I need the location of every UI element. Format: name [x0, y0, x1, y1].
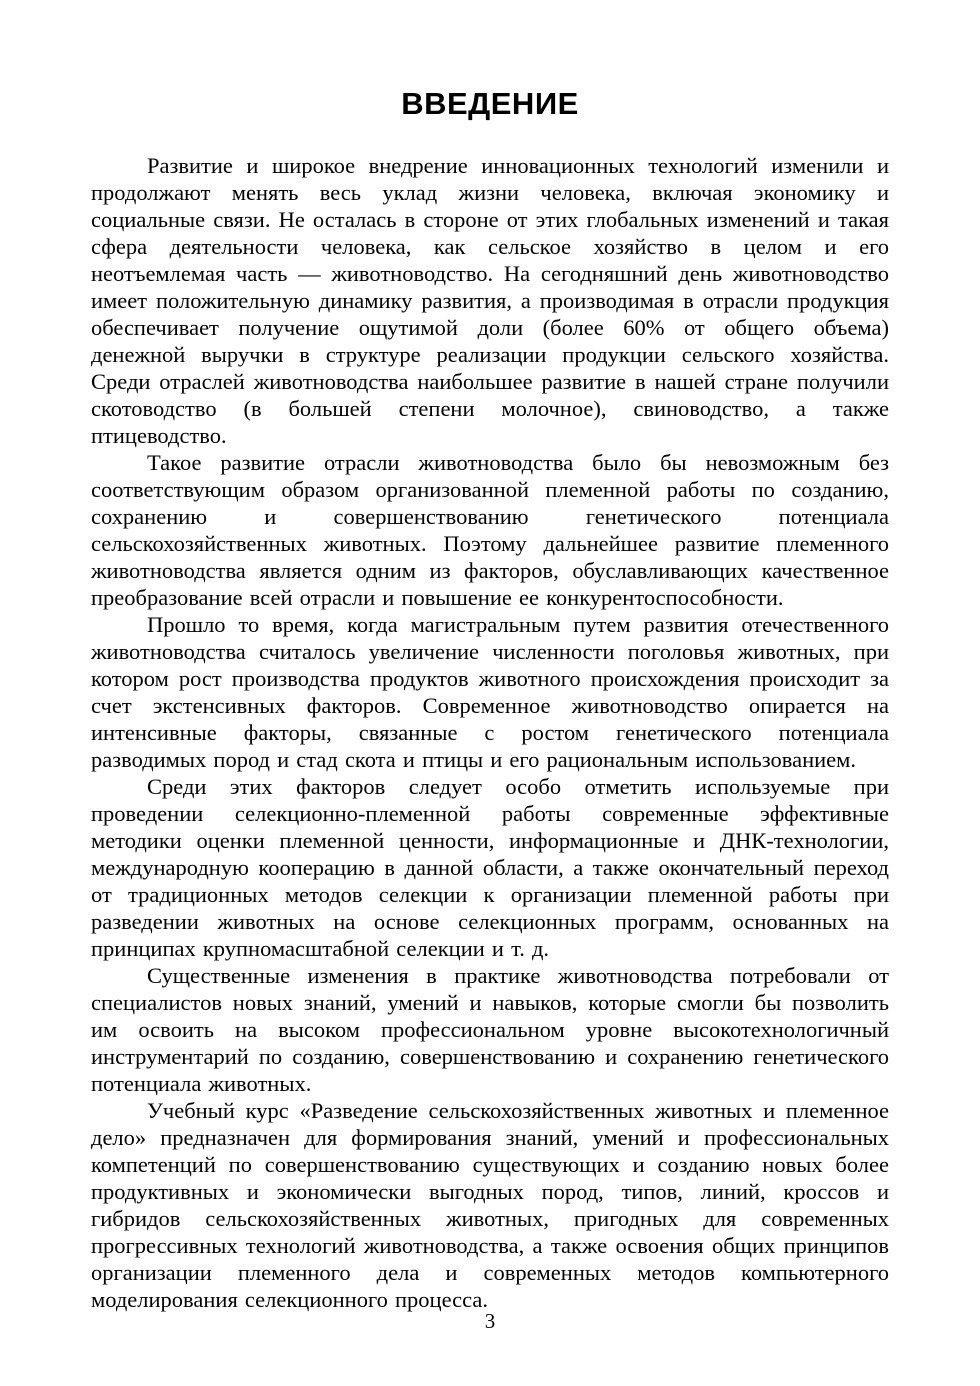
paragraph-4: Среди этих факторов следует особо отметить используемые при проведении селекционно-племенной работы современные эффективные методики оценки племенной ценности, информационные и ДНК-технологии, международную кооперацию в данной области, а также окончательный переход от традиционных методов селекции к организации племенной работы при разведении животных на основе селекционных программ, основанных на принципах крупномасштабной селекции и т. д.: [91, 774, 889, 961]
paragraph-1: Развитие и широкое внедрение инновационных технологий изменили и продолжают менять весь уклад жизни человека, включая экономику и социальные связи. Не осталась в стороне от этих глобальных изменений и такая сфера деятельности человека, как сельское хозяйство в целом и его неотъемлемая часть — животноводство. На сегодняшний день животноводство имеет положительную динамику развития, а производимая в отрасли продукция обеспечивает получение ощутимой доли (более 60% от общего объема) денежной выручки в структуре реализации продукции сельского хозяйства. Среди отраслей животноводства наибольшее развитие в нашей стране получили скотоводство (в большей степени молочное), свиноводство, а также птицеводство.: [91, 153, 889, 448]
page-title: ВВЕДЕНИЕ: [401, 86, 579, 121]
body-text: [91, 152, 889, 1313]
page-number: 3: [484, 1309, 496, 1333]
paragraph-6: Учебный курс «Разведение сельскохозяйственных животных и племенное дело» предназначен для формирования знаний, умений и профессиональных компетенций по совершенствованию существующих и созданию новых более продуктивных и экономически выгодных пород, типов, линий, кроссов и гибридов сельскохозяйственных животных, пригодных для современных прогрессивных технологий животноводства, а также освоения общих принципов организации племенного дела и современных методов компьютерного моделирования селекционного процесса.: [91, 1098, 889, 1312]
paragraph-2: Такое развитие отрасли животноводства было бы невозможным без соответствующим образом организованной племенной работы по созданию, сохранению и совершенствованию генетического потенциала сельскохозяйственных животных. Поэтому дальнейшее развитие племенного животноводства является одним из факторов, обуславливающих качественное преобразование всей отрасли и повышение ее конкурентоспособности.: [91, 450, 889, 610]
paragraph-5: Существенные изменения в практике животноводства потребовали от специалистов новых знаний, умений и навыков, которые смогли бы позволить им освоить на высоком профессиональном уровне высокотехнологичный инструментарий по созданию, совершенствованию и сохранению генетического потенциала животных.: [91, 963, 889, 1096]
paragraph-3: Прошло то время, когда магистральным путем развития отечественного животноводства считалось увеличение численности поголовья животных, при котором рост производства продуктов животного происхождения происходит за счет экстенсивных факторов. Современное животноводство опирается на интенсивные факторы, связанные с ростом генетического потенциала разводимых пород и стад скота и птицы и его рациональным использованием.: [91, 612, 889, 772]
